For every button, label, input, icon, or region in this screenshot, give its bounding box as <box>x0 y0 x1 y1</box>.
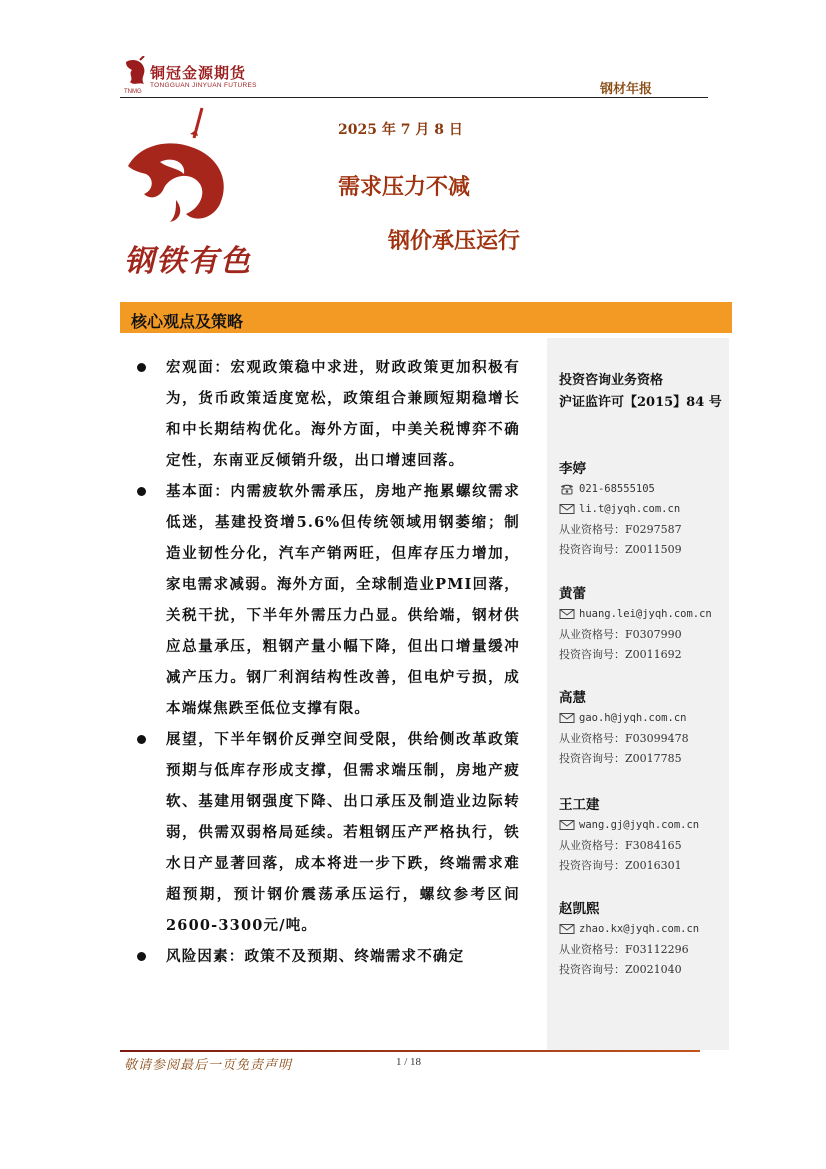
analyst-email[interactable]: gao.h@jyqh.com.cn <box>559 708 729 728</box>
bullet-text: 基本面：内需疲软外需承压，房地产拖累螺纹需求低迷，基建投资增5.6%但传统领域用钢萎缩；制造业韧性分化，汽车产销两旺，但库存压力增加，家电需求减弱。海外方面，全球制造业PMI回落，关税干扰，下半年外需压力凸显。供给端，钢材供应总量承压，粗钢产量小幅下降，但出口增量缓冲减产压力。钢厂利润结构性改善，但电炉亏损，成本端煤焦跌至低位支撑有限。 <box>166 483 520 717</box>
report-type: 钢材年报 <box>600 82 653 97</box>
analyst-practice-no: 从业资格号：F3084165 <box>559 839 682 852</box>
analyst-card <box>559 686 729 768</box>
analyst-email[interactable]: li.t@jyqh.com.cn <box>559 499 729 519</box>
list-item <box>132 352 520 476</box>
analyst-card <box>559 793 729 875</box>
qualification-line1: 投资咨询业务资格 <box>559 373 664 388</box>
analyst-email[interactable]: wang.gj@jyqh.com.cn <box>559 815 729 835</box>
bullet-text: 展望，下半年钢价反弹空间受限，供给侧改革政策预期与低库存形成支撑，但需求端压制，房地产疲软、基建用钢强度下降、出口承压及制造业边际转弱，供需双弱格局延续。若粗钢压产严格执行，铁水日产显著回落，成本将进一步下跌，终端需求难超预期，预计钢价震荡承压运行，螺纹参考区间2600-3300元/吨。 <box>166 731 520 934</box>
mail-icon <box>559 608 575 620</box>
analyst-name: 王工建 <box>559 797 600 812</box>
bullet-text: 风险因素：政策不及预期、终端需求不确定 <box>166 948 465 965</box>
analyst-name: 高慧 <box>559 690 586 705</box>
company-name-cn: 铜冠金源期货 <box>150 64 247 82</box>
analyst-consult-no: 投资咨询号：Z0011692 <box>559 648 682 661</box>
analyst-consult-no: 投资咨询号：Z0016301 <box>559 859 682 872</box>
report-title-line1: 需求压力不减 <box>338 174 471 200</box>
list-item <box>132 476 520 724</box>
list-item <box>132 724 520 941</box>
bullet-dot-icon <box>137 952 146 961</box>
header-divider <box>120 97 708 98</box>
mail-icon <box>559 923 575 935</box>
section-title: 核心观点及策略 <box>131 312 244 331</box>
report-date: 2025 年 7 月 8 日 <box>338 122 463 138</box>
analyst-name: 李婷 <box>559 461 586 476</box>
bullet-dot-icon <box>137 487 146 496</box>
bullet-text: 宏观面：宏观政策稳中求进，财政政策更加积极有为，货币政策适度宽松，政策组合兼顾短期稳增长和中长期结构优化。海外方面，中美关税博弈不确定性，东南亚反倾销升级，出口增速回落。 <box>166 359 520 469</box>
brand-logo-icon <box>122 56 150 92</box>
analyst-consult-no: 投资咨询号：Z0011509 <box>559 543 682 556</box>
mail-icon <box>559 503 575 515</box>
analyst-consult-no: 投资咨询号：Z0017785 <box>559 752 682 765</box>
list-item <box>132 941 520 972</box>
bullet-dot-icon <box>137 735 146 744</box>
analyst-phone: 021-68555105 <box>559 479 729 499</box>
mail-icon <box>559 819 575 831</box>
company-abbr: TNMG <box>124 89 142 95</box>
page-number: 1 / 18 <box>396 1056 422 1068</box>
analyst-card <box>559 457 729 559</box>
mail-icon <box>559 712 575 724</box>
analyst-practice-no: 从业资格号：F03099478 <box>559 732 689 745</box>
report-title-line2: 钢价承压运行 <box>388 228 521 254</box>
core-points-list <box>132 352 520 972</box>
analyst-practice-no: 从业资格号：F0297587 <box>559 523 682 536</box>
footer-disclaimer: 敬请参阅最后一页免责声明 <box>124 1058 293 1073</box>
bullet-dot-icon <box>137 363 146 372</box>
analyst-email[interactable]: zhao.kx@jyqh.com.cn <box>559 919 729 939</box>
emblem-calligraphy: 钢铁有色 <box>124 244 252 279</box>
analyst-practice-no: 从业资格号：F0307990 <box>559 628 682 641</box>
analyst-card <box>559 897 729 979</box>
phone-icon <box>559 483 575 495</box>
analyst-card <box>559 582 729 664</box>
analyst-name: 赵凯熙 <box>559 901 600 916</box>
qualification-line2: 沪证监许可【2015】84 号 <box>559 395 722 410</box>
footer-divider <box>120 1050 700 1052</box>
analyst-name: 黄蕾 <box>559 586 586 601</box>
company-name-en: TONGGUAN JINYUAN FUTURES <box>150 82 257 89</box>
analyst-email[interactable]: huang.lei@jyqh.com.cn <box>559 604 729 624</box>
analyst-consult-no: 投资咨询号：Z0021040 <box>559 963 682 976</box>
analyst-practice-no: 从业资格号：F03112296 <box>559 943 689 956</box>
